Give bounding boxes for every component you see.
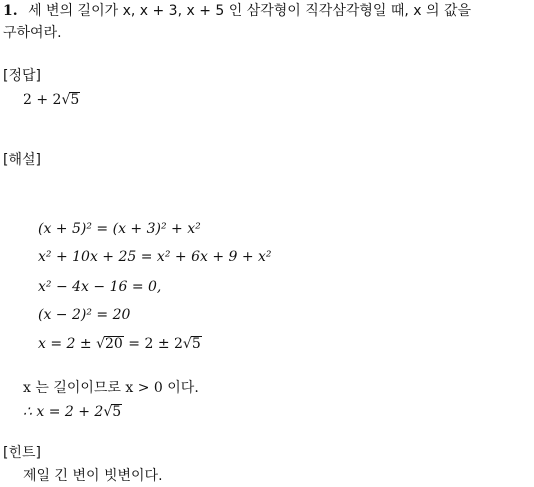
solution-equation-1: (x + 5)² = (x + 3)² + x² — [38, 221, 201, 237]
eq5-prefix: x = 2 ± — [38, 336, 92, 352]
sqrt-symbol-icon: √ — [61, 92, 71, 108]
sqrt-symbol-icon: √ — [96, 336, 105, 352]
eq5-mid: = 2 ± 2 — [128, 336, 183, 352]
solution-equation-5 — [38, 336, 202, 351]
answer-label: [정답] — [3, 68, 41, 84]
hint-text: 제일 긴 변이 빗변이다. — [23, 468, 163, 484]
problem-text-line-2: 구하여라. — [3, 25, 62, 41]
conclusion-sqrt: 5 — [112, 404, 122, 420]
solution-equation-4: (x − 2)² = 20 — [38, 307, 131, 323]
solution-equation-2: x² + 10x + 25 = x² + 6x + 9 + x² — [38, 249, 272, 265]
solution-conclusion — [23, 404, 122, 419]
problem-number: 1. — [3, 3, 18, 19]
solution-equation-3: x² − 4x − 16 = 0, — [38, 279, 162, 295]
sqrt-symbol-icon: √ — [103, 404, 113, 420]
hint-label: [힌트] — [3, 445, 41, 461]
sqrt-symbol-icon: √ — [182, 336, 192, 352]
problem-line-1 — [3, 4, 471, 18]
answer-value-prefix: 2 + 2 — [23, 92, 62, 108]
solution-label: [해설] — [3, 152, 41, 168]
problem-text-line-1: 세 변의 길이가 x, x + 3, x + 5 인 삼각형이 직각삼각형일 때, x 의 값을 — [28, 3, 472, 19]
conclusion-prefix: ∴ x = 2 + 2 — [23, 404, 104, 420]
eq5-sqrt-1: 20 — [105, 336, 123, 352]
answer-value — [23, 92, 80, 107]
eq5-sqrt-2: 5 — [191, 336, 201, 352]
answer-sqrt-radicand: 5 — [70, 92, 80, 108]
solution-reason: x 는 길이이므로 x > 0 이다. — [23, 380, 199, 396]
